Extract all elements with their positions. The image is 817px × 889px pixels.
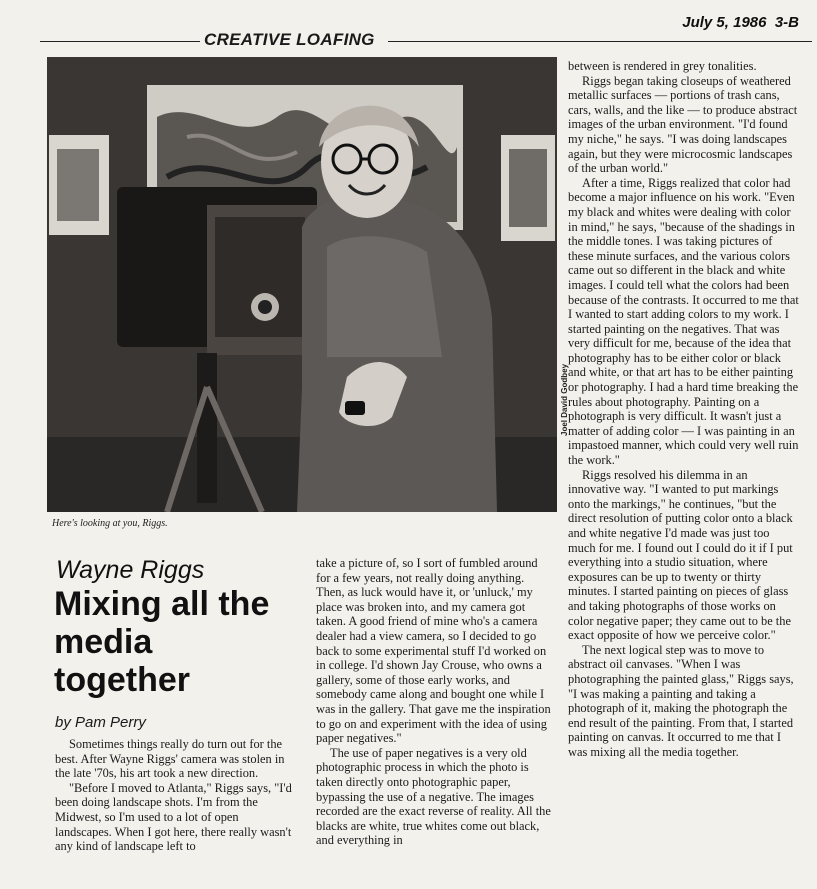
paragraph: Sometimes things really do turn out for the best. After Wayne Riggs' camera was stolen in the late '70s, his art took a new direction. [55,737,285,781]
issue-date: July 5, 1986 [682,14,767,31]
section-rule-left [40,41,200,42]
article-kicker: Wayne Riggs [56,556,205,584]
photo-illustration [47,57,557,512]
dateline [682,14,799,31]
paragraph: The use of paper negatives is a very old photographic process in which the photo is taken directly onto photographic paper, bypassing the use of a negative. The images recorded are the exact reverse of reality. All the blacks are white, true whites come out black, and everything in [316,745,551,848]
article-byline: by Pam Perry [55,714,146,731]
article-column-2 [316,556,552,848]
paragraph: The next logical step was to move to abstract oil canvases. "When I was photographing the painted glass," Riggs says, "I was making a painting and taking a photograph of it, making the photograph the end result of the painting. From that, I started painting on canvas. It occurred to me that I was mixing all the media together. [568,642,794,759]
article-column-3 [568,59,800,760]
paragraph: take a picture of, so I sort of fumbled around for a few years, not really doing anything. Then, as luck would have it, or 'unluck,' my place was broken into, and my camera got taken. A good friend of mine who's a camera dealer had a view camera, so I decided to go back to some experimental stuff I'd worked on in college. I'd shown Jay Crouse, who owns a gallery, some of those early works, and somebody came along and bought one while I was in the gallery. That gave me the inspiration to go on and experiment with the idea of using paper negatives." [316,556,551,746]
article-headline: Mixing all the media together [54,585,270,699]
paragraph: "Before I moved to Atlanta," Riggs says, "I'd been doing landscape shots. I'm from the Midwest, so I'm used to a lot of open landscapes. When I got here, there really wasn't any kind of landscape left to [55,780,292,854]
page-number: 3-B [774,14,799,31]
paragraph: between is rendered in grey tonalities. [568,59,757,73]
paragraph: After a time, Riggs realized that color had become a major influence on his work. "Even my black and whites were dealing with color in mind," he says, "because of the shadings in the middle tones. I was taking pictures of these minute surfaces, and the various colors came out so different in the black and white images. I could tell what the colors had been because of the contrasts. It occurred to me that I wanted to start adding colors to my work. I started painting on the negatives. That was very difficult for me, because of the idea that photography has to be either color or black and white, or that art has to be either painting or photography. I had a hard time breaking the rules about photography. Painting on a photograph is very difficult. It wasn't just a matter of adding color — I was painting in an impastoed manner, which could very well ruin the work." [568,175,799,468]
section-rule-right [388,41,812,42]
photo-credit: Joel David Godbey [560,363,569,436]
section-heading: CREATIVE LOAFING [204,30,375,49]
photo-caption: Here's looking at you, Riggs. [52,518,168,529]
article-column-1 [55,737,295,854]
article-photo [47,57,557,512]
paragraph: Riggs began taking closeups of weathered metallic surfaces — portions of trash cans, cars, walls, and the like — to produce abstract images of the urban environment. "I'd found my niche," he says. "I was doing landscapes again, but they were microcosmic landscapes of the urban world." [568,73,798,176]
paragraph: Riggs resolved his dilemma in an innovative way. "I wanted to put markings onto the markings," he continues, "but the direct resolution of putting color onto a black and white negative I'd made was just too much for me. I found out I could do it if I put everything into a studio situation, where exposures can be up to twenty or thirty minutes. I started painting on pieces of glass and taking photographs of those works on color negative paper; they came out to be the exact opposite of how we perceive color." [568,467,793,643]
